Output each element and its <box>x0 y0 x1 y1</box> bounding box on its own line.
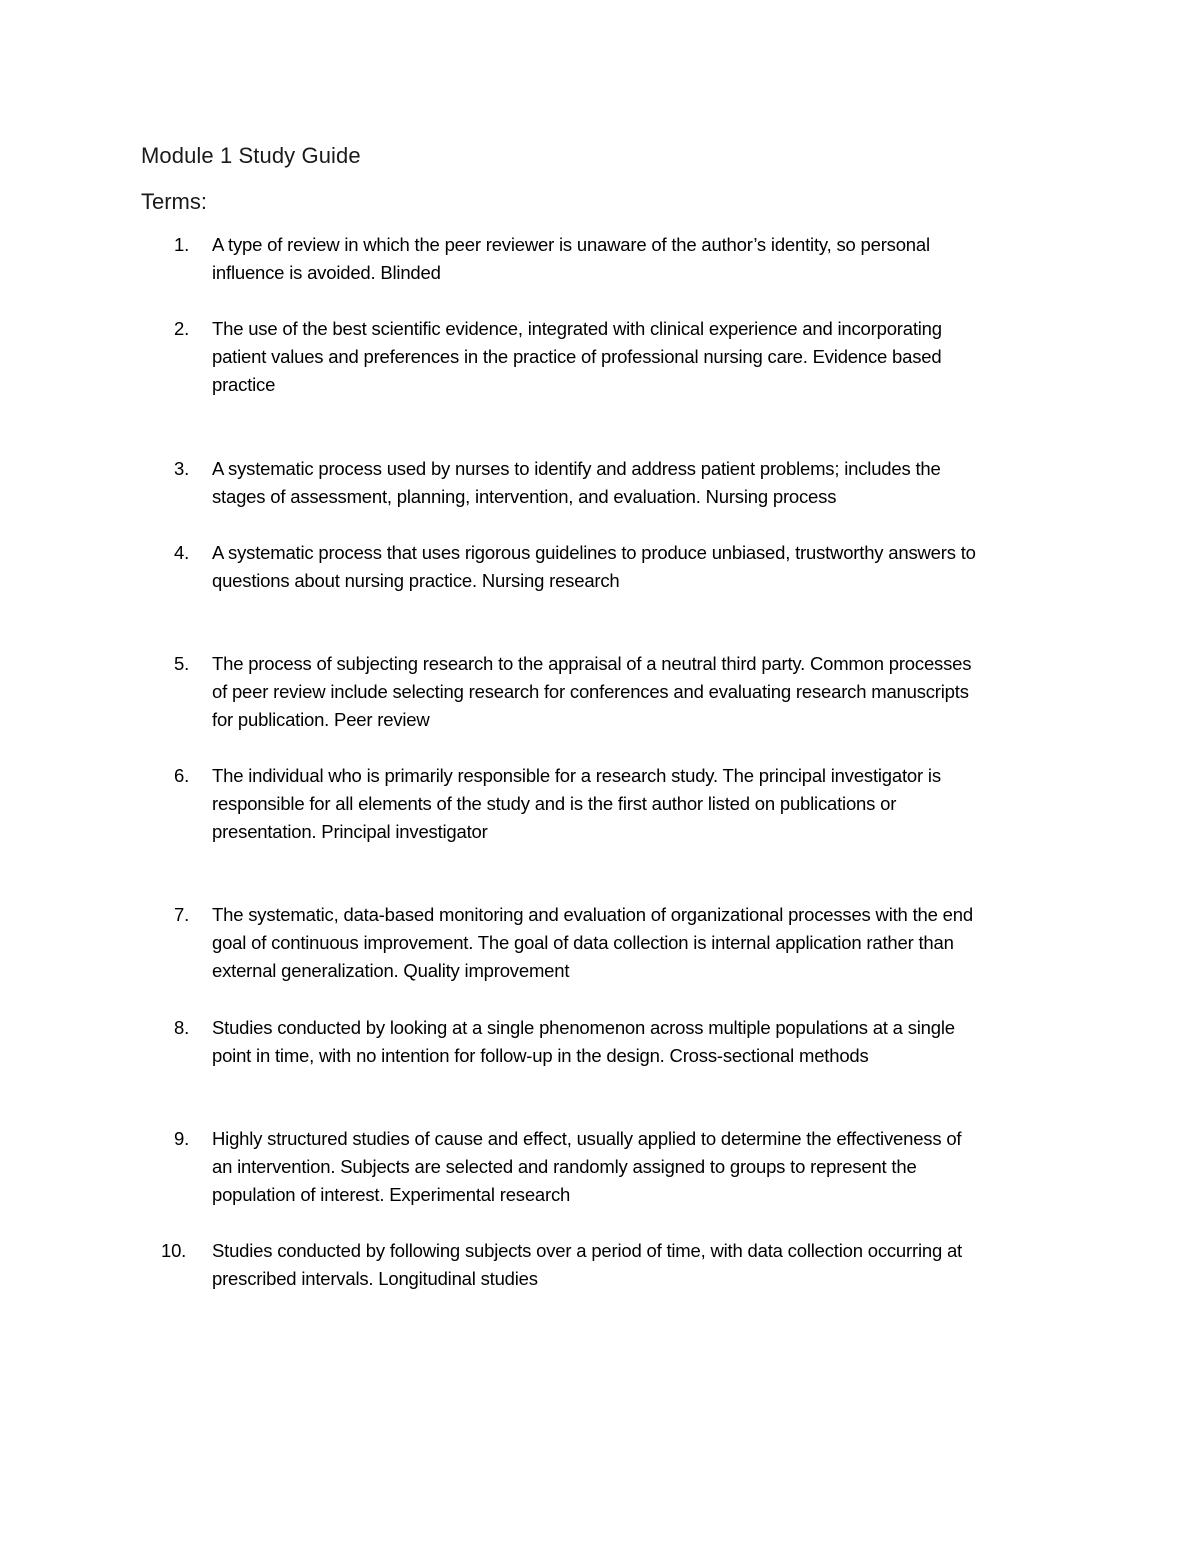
document-title: Module 1 Study Guide <box>141 143 361 168</box>
item-text-line: The individual who is primarily responsible for a research study. The principal investigator is <box>212 765 941 786</box>
item-number: 3. <box>174 458 190 479</box>
item-text-line: Studies conducted by looking at a single phenomenon across multiple populations at a single <box>212 1017 955 1038</box>
item-text-line: stages of assessment, planning, intervention, and evaluation. Nursing process <box>212 486 837 507</box>
item-text-line: questions about nursing practice. Nursing research <box>212 570 620 591</box>
item-text-line: practice <box>212 374 276 395</box>
item-text-line: influence is avoided. Blinded <box>212 262 441 283</box>
item-text-line: external generalization. Quality improvement <box>212 960 570 981</box>
item-number: 5. <box>174 653 190 674</box>
item-text-line: Highly structured studies of cause and effect, usually applied to determine the effectiveness of <box>212 1128 962 1149</box>
item-text-line: A systematic process that uses rigorous guidelines to produce unbiased, trustworthy answers to <box>212 542 976 563</box>
item-text-line: The use of the best scientific evidence, integrated with clinical experience and incorporating <box>212 318 942 339</box>
item-text-line: for publication. Peer review <box>212 709 430 730</box>
item-text-line: The systematic, data-based monitoring and evaluation of organizational processes with the end <box>212 904 973 925</box>
item-text-line: population of interest. Experimental research <box>212 1184 571 1205</box>
item-text-line: patient values and preferences in the practice of professional nursing care. Evidence based <box>212 346 942 367</box>
item-text-line: an intervention. Subjects are selected and randomly assigned to groups to represent the <box>212 1156 917 1177</box>
item-number: 1. <box>174 234 190 255</box>
item-text-line: responsible for all elements of the study and is the first author listed on publications or <box>212 793 897 814</box>
item-number: 10. <box>161 1240 187 1261</box>
item-text-line: The process of subjecting research to the appraisal of a neutral third party. Common processes <box>212 653 972 674</box>
item-text-line: goal of continuous improvement. The goal of data collection is internal application rather than <box>212 932 954 953</box>
item-number: 4. <box>174 542 190 563</box>
item-text-line: point in time, with no intention for follow-up in the design. Cross-sectional methods <box>212 1045 869 1066</box>
section-label: Terms: <box>141 189 207 214</box>
item-text-line: A type of review in which the peer reviewer is unaware of the author’s identity, so personal <box>212 234 930 255</box>
item-number: 7. <box>174 904 190 925</box>
item-text-line: prescribed intervals. Longitudinal studies <box>212 1268 538 1289</box>
item-number: 9. <box>174 1128 190 1149</box>
item-number: 2. <box>174 318 190 339</box>
item-text-line: presentation. Principal investigator <box>212 821 488 842</box>
item-text-line: of peer review include selecting research for conferences and evaluating research manuscripts <box>212 681 969 702</box>
item-text-line: Studies conducted by following subjects over a period of time, with data collection occurring at <box>212 1240 962 1261</box>
item-number: 8. <box>174 1017 190 1038</box>
item-number: 6. <box>174 765 190 786</box>
item-text-line: A systematic process used by nurses to identify and address patient problems; includes the <box>212 458 941 479</box>
